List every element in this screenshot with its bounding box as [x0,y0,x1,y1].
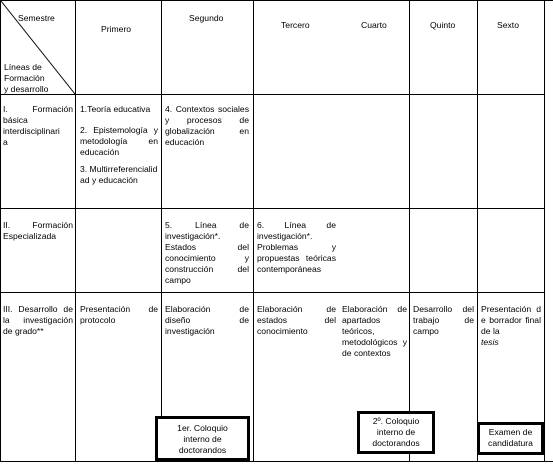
examen-candidatura-box: Examen de candidatura [477,422,544,455]
row3-quinto: Desarrollo del trabajo de campo [413,304,474,336]
header-quinto: Quinto [430,20,456,30]
row3-primero: Presentación de protocolo [80,304,158,325]
header-lineas-3: y desarrollo [4,84,49,94]
header-semestre: Semestre [18,13,55,23]
row2-segundo-course: 5. Línea de investigación*. Estados del conocimiento y construcción del campo [165,220,249,285]
row3-segundo: Elaboración de diseño de investigación [165,304,249,336]
row1-segundo-course: 4. Contextos sociales y procesos de globalización en educación [165,104,249,147]
course-teoria-educativa: 1.Teoría educativa [80,104,151,114]
row3-sexto: Presentación de borrador final de la tesis [481,304,541,347]
coloquio-1-box: 1er. Coloquio interno de doctorandos [155,416,250,461]
header-lineas-2: Formación [4,73,45,83]
header-tercero: Tercero [281,20,310,30]
course-epistemologia: 2. Epistemología y metodología en educación [80,125,158,157]
row3-cuarto: Elaboración de apartados teóricos, metodológicos y de contextos [342,304,407,358]
row3-tercero: Elaboración de estados del conocimiento [257,304,336,336]
row2-line-title: II. Formación Especializada [3,220,73,241]
row1-line-title: I. Formación básica interdisciplinari a [3,104,73,147]
row2-tercero-course: 6. Línea de investigación*. Problemas y propuestas teóricas contemporáneas [257,220,336,274]
header-primero: Primero [101,24,132,34]
header-sexto: Sexto [497,20,519,30]
row3-line-title: III. Desarrollo de la investigación de grado** [3,304,73,336]
row1-primero-courses [80,104,158,192]
header-segundo: Segundo [189,13,224,23]
header-lineas-1: Líneas de [4,62,42,72]
course-multirreferencialidad: 3. Multirreferencialidad y educación [80,164,158,185]
header-cuarto: Cuarto [361,20,387,30]
coloquio-2-box: 2º. Coloquio interno de doctorandos [357,411,435,454]
